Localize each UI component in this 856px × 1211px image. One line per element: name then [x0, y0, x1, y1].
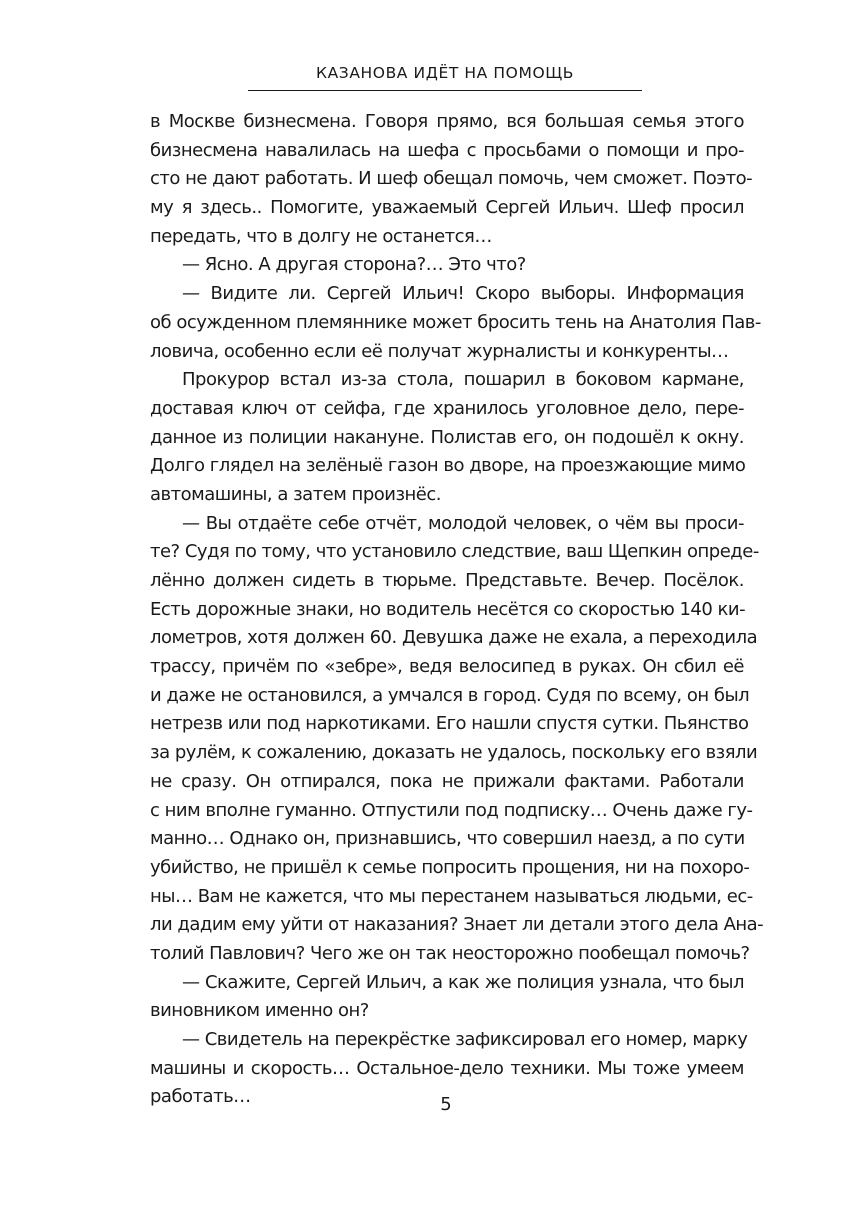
- text-line: ловича, особенно если её получат журналисты и конкуренты…: [150, 340, 729, 362]
- text-line: — Видите ли. Сергей Ильич! Скоро выборы. Информация: [182, 283, 744, 305]
- text-line: ны… Вам не кажется, что мы перестанем называться людьми, ес-: [150, 885, 753, 907]
- header-rule: [248, 90, 642, 91]
- text-line: — Скажите, Сергей Ильич, а как же полиция узнала, что был: [182, 971, 744, 993]
- text-line: об осужденном племяннике может бросить тень на Анатолия Пав-: [150, 311, 761, 333]
- text-line: убийство, не пришёл к семье попросить прощения, ни на похоро-: [150, 856, 750, 878]
- text-line: Долго глядел на зелёныё газон во дворе, на проезжающие мимо: [150, 455, 746, 477]
- text-line: сто не дают работать. И шеф обещал помочь, чем сможет. Поэто-: [150, 168, 753, 190]
- text-line: виновником именно он?: [150, 1000, 369, 1022]
- text-line: трассу, причём по «зебре», ведя велосипед в руках. Он сбил её: [150, 656, 744, 678]
- text-line: за рулём, к сожалению, доказать не удалось, поскольку его взяли: [150, 742, 758, 764]
- text-line: доставая ключ от сейфа, где хранилось уголовное дело, пере-: [150, 397, 744, 419]
- text-line: — Ясно. А другая сторона?… Это что?: [182, 254, 526, 276]
- text-line: лометров, хотя должен 60. Девушка даже не ехала, а переходила: [150, 627, 758, 649]
- text-line: данное из полиции накануне. Полистав его, он подошёл к окну.: [150, 426, 744, 448]
- running-title: КАЗАНОВА ИДЁТ НА ПОМОЩЬ: [315, 64, 575, 82]
- text-line: автомашины, а затем произнёс.: [150, 483, 441, 505]
- text-line: лённо должен сидеть в тюрьме. Представьте. Вечер. Посёлок.: [150, 570, 744, 591]
- text-line: манно… Однако он, признавшись, что совершил наезд, а по сути: [150, 828, 745, 850]
- text-line: и даже не остановился, а умчался в город. Судя по всему, он был: [150, 684, 750, 706]
- text-line: с ним вполне гуманно. Отпустили под подписку… Очень даже гу-: [150, 799, 753, 821]
- text-line: машины и скорость… Остальное-дело техники. Мы тоже умеем: [150, 1057, 744, 1079]
- text-line: Прокурор встал из-за стола, пошарил в боковом кармане,: [182, 369, 744, 391]
- text-line: в Москве бизнесмена. Говоря прямо, вся большая семья этого: [150, 111, 744, 132]
- text-line: работать…: [150, 1086, 251, 1108]
- text-line: ли дадим ему уйти от наказания? Знает ли детали этого дела Ана-: [150, 914, 764, 936]
- text-line: бизнесмена навалилась на шефа с просьбами о помощи и про-: [150, 139, 744, 161]
- text-line: — Вы отдаёте себе отчёт, молодой человек, о чём вы проси-: [182, 512, 744, 534]
- body-text: [150, 108, 764, 1112]
- text-line: — Свидетель на перекрёстке зафиксировал его номер, марку: [182, 1029, 748, 1050]
- text-line: толий Павлович? Чего же он так неосторожно пообещал помочь?: [150, 942, 750, 964]
- text-line: му я здесь.. Помогите, уважаемый Сергей Ильич. Шеф просил: [150, 197, 744, 219]
- text-line: нетрезв или под наркотиками. Его нашли спустя сутки. Пьянство: [150, 713, 749, 735]
- text-line: не сразу. Он отпирался, пока не прижали фактами. Работали: [150, 770, 744, 792]
- text-line: те? Судя по тому, что установило следствие, ваш Щепкин опреде-: [150, 541, 759, 563]
- text-line: передать, что в долгу не останется…: [150, 225, 492, 247]
- text-line: Есть дорожные знаки, но водитель несётся со скоростью 140 ки-: [150, 598, 746, 620]
- page-number: 5: [440, 1094, 452, 1115]
